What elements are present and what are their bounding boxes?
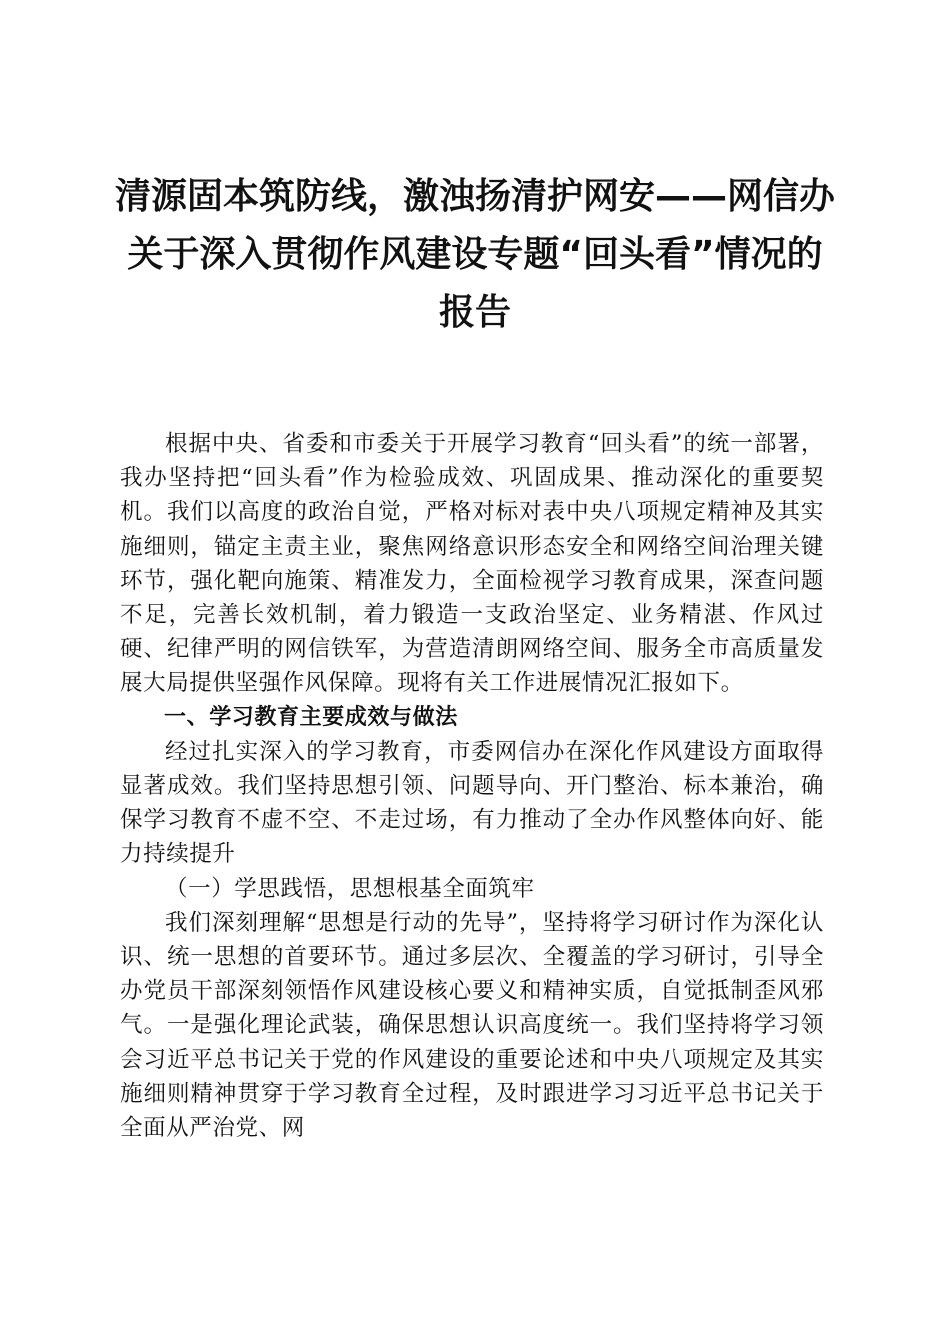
title-line-1: 清源固本筑防线，激浊扬清护网安——网信办	[114, 176, 835, 217]
intro-paragraph: 根据中央、省委和市委关于开展学习教育“回头看”的统一部署，我办坚持把“回头看”作为检验成效、巩固成果、推动深化的重要契机。我们以高度的政治自觉，严格对标对表中央八项规定精神及其实施细则，锚定主责主业，聚焦网络意识形态安全和网络空间治理关键环节，强化靶向施策、精准发力，全面检视学习教育成果，深查问题不足，完善长效机制，着力锻造一支政治坚定、业务精湛、作风过硬、纪律严明的网信铁军，为营造清朗网络空间、服务全市高质量发展大局提供坚强作风保障。现将有关工作进展情况汇报如下。	[120, 431, 824, 697]
title-line-3: 报告	[438, 292, 511, 333]
document-title	[110, 168, 840, 342]
subsection-1-paragraph: 我们深刻理解“思想是行动的先导”，坚持将学习研讨作为深化认识、统一思想的首要环节。通过多层次、全覆盖的学习研讨，引导全办党员干部深刻领悟作风建设核心要义和精神实质，自觉抵制歪风邪气。一是强化理论武装，确保思想认识高度统一。我们坚持将学习领会习近平总书记关于党的作风建设的重要论述和中央八项规定及其实施细则精神贯穿于学习教育全过程，及时跟进学习习近平总书记关于全面从严治党、网	[120, 909, 824, 1142]
document-body	[120, 427, 824, 1145]
subsection-heading-1: （一）学思践悟，思想根基全面筑牢	[165, 875, 535, 902]
section-1-paragraph: 经过扎实深入的学习教育，市委网信办在深化作风建设方面取得显著成效。我们坚持思想引领、问题导向、开门整治、标本兼治，确保学习教育不虚不空、不走过场，有力推动了全办作风整体向好、能力持续提升	[120, 738, 824, 868]
title-line-2: 关于深入贯彻作风建设专题“回头看”情况的	[127, 234, 823, 275]
section-heading-1: 一、学习教育主要成效与做法	[164, 704, 458, 730]
